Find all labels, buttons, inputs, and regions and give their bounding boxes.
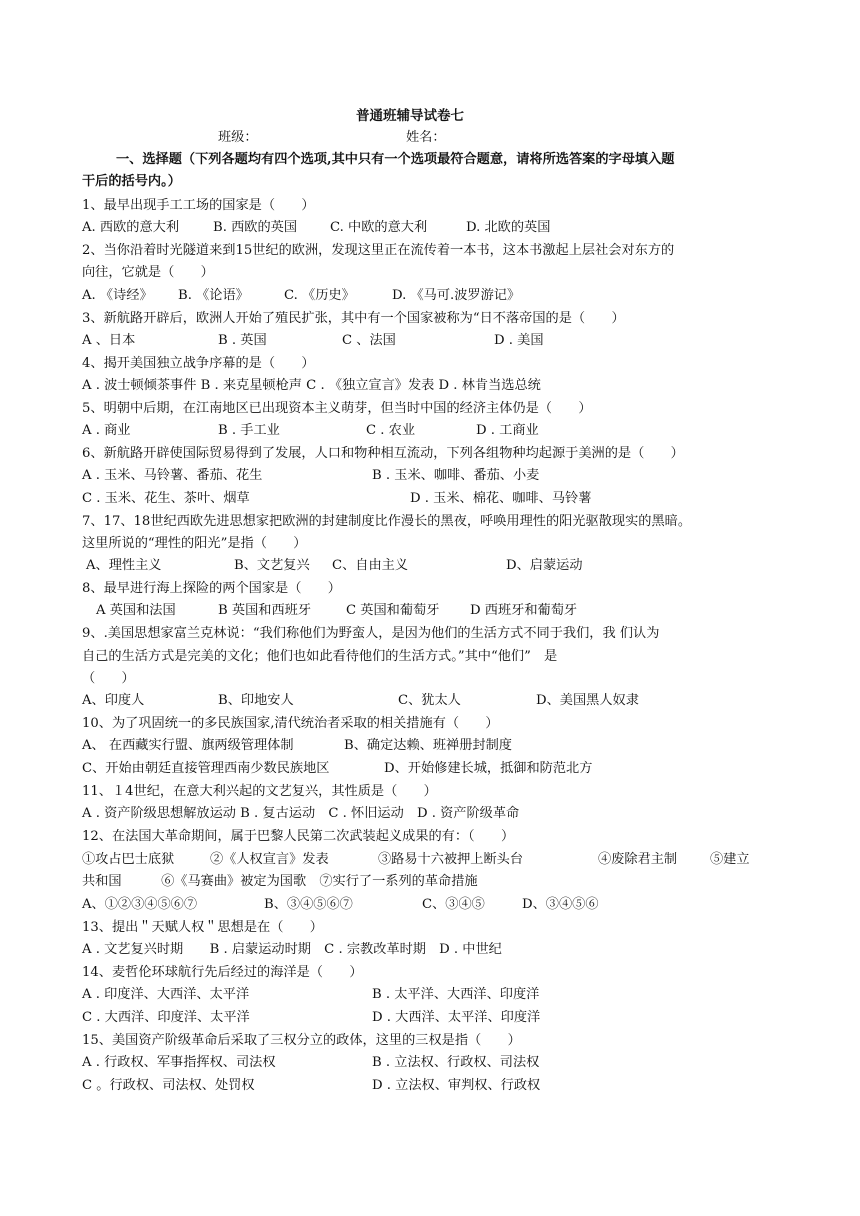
- q8-option-d: D 西班牙和葡萄牙: [470, 603, 578, 618]
- q5-option-d: D . 工商业: [476, 423, 539, 438]
- class-label: 班级：: [218, 130, 258, 145]
- q1-option-b: B. 西欧的英国: [213, 220, 298, 235]
- question-13: 13、提出＂天赋人权＂思想是在（ ）: [82, 920, 323, 935]
- q9-option-a: A、印度人: [82, 693, 145, 708]
- question-6: 6、新航路开辟使国际贸易得到了发展，人口和物种相互流动，下列各组物种均起源于美洲的是（ ）: [82, 446, 684, 461]
- q10-option-d: D、开始修建长城，抵御和防范北方: [384, 761, 593, 776]
- question-3: 3、新航路开辟后，欧洲人开始了殖民扩张，其中有一个国家被称为“日不落帝国的是（ ）: [82, 311, 625, 326]
- q12-option-b: B、③④⑤⑥⑦: [264, 897, 353, 912]
- q12-item-4: ④废除君主制: [598, 852, 678, 867]
- section-heading-line2: 干后的括号内。）: [82, 174, 181, 189]
- question-8: 8、最早进行海上探险的两个国家是（ ）: [82, 581, 341, 596]
- q12-item-2: ②《人权宣言》发表: [210, 852, 329, 867]
- question-7-line2: 这里所说的“理性的阳光”是指（ ）: [82, 536, 307, 551]
- q14-option-a: A . 印度洋、大西洋、太平洋: [82, 987, 250, 1002]
- question-9-line1: 9、.美国思想家富兰克林说：“我们称他们为野蛮人，是因为他们的生活方式不同于我们，我 们认为: [82, 626, 660, 641]
- q3-option-c: C 、法国: [342, 333, 396, 348]
- section-heading-line1: 一、选择题（下列各题均有四个选项,其中只有一个选项最符合题意，请将所选答案的字母填入题: [116, 152, 675, 167]
- q6-option-b: B . 玉米、咖啡、番茄、小麦: [372, 468, 540, 483]
- q14-option-b: B . 太平洋、大西洋、印度洋: [372, 987, 540, 1002]
- q2-option-a: A. 《诗经》: [82, 288, 153, 303]
- q6-option-a: A . 玉米、马铃薯、番茄、花生: [82, 468, 263, 483]
- q12-items-line2: 共和国 ⑥《马赛曲》被定为国歌 ⑦实行了一系列的革命措施: [82, 874, 478, 889]
- question-12: 12、在法国大革命期间，属于巴黎人民第二次武装起义成果的有：（ ）: [82, 829, 515, 844]
- name-label: 姓名：: [406, 130, 446, 145]
- question-14: 14、麦哲伦环球航行先后经过的海洋是（ ）: [82, 965, 363, 980]
- question-9-line2: 自己的生活方式是完美的文化；他们也如此看待他们的生活方式。”其中“他们” 是: [82, 649, 558, 664]
- q10-option-b: B、确定达赖、班禅册封制度: [344, 738, 512, 753]
- q5-option-c: C . 农业: [366, 423, 416, 438]
- q14-option-d: D . 大西洋、太平洋、印度洋: [372, 1010, 541, 1025]
- q9-option-b: B、印地安人: [218, 693, 294, 708]
- q5-option-b: B . 手工业: [218, 423, 280, 438]
- q9-option-d: D、美国黑人奴隶: [536, 693, 639, 708]
- q6-option-c: C . 玉米、花生、茶叶、烟草: [82, 491, 250, 506]
- q12-item-3: ③路易十六被押上断头台: [378, 852, 524, 867]
- q10-option-a: A、 在西藏实行盟、旗两级管理体制: [82, 738, 294, 753]
- q1-option-d: D. 北欧的英国: [466, 220, 551, 235]
- q15-option-b: B . 立法权、行政权、司法权: [372, 1055, 540, 1070]
- q15-option-c: C 。行政权、司法权、处罚权: [82, 1078, 255, 1093]
- q12-option-a: A、①②③④⑤⑥⑦: [82, 897, 198, 912]
- q15-option-d: D . 立法权、审判权、行政权: [372, 1078, 541, 1093]
- q13-options: A . 文艺复兴时期 B . 启蒙运动时期 C . 宗教改革时期 D . 中世纪: [82, 942, 502, 957]
- question-4: 4、揭开美国独立战争序幕的是（ ）: [82, 356, 315, 371]
- q2-option-d: D. 《马可.波罗游记》: [392, 288, 521, 303]
- question-11: 11、１4世纪，在意大利兴起的文艺复兴，其性质是（ ）: [82, 784, 437, 799]
- q1-option-c: C. 中欧的意大利: [330, 220, 428, 235]
- question-9-line3: （ ）: [82, 671, 135, 686]
- q3-option-a: A 、日本: [82, 333, 136, 348]
- question-10: 10、为了巩固统一的多民族国家,清代统治者采取的相关措施有（ ）: [82, 716, 499, 731]
- q4-options: A . 波士顿倾茶事件 B . 来克星顿枪声 C . 《独立宣言》发表 D . 林肯当选总统: [82, 378, 541, 393]
- q9-option-c: C、犹太人: [398, 693, 461, 708]
- q7-option-a: A、理性主义: [86, 558, 162, 573]
- question-1: 1、最早出现手工工场的国家是（ ）: [82, 198, 315, 213]
- q15-option-a: A . 行政权、军事指挥权、司法权: [82, 1055, 276, 1070]
- q7-option-d: D、启蒙运动: [506, 558, 583, 573]
- q8-option-b: B 英国和西班牙: [218, 603, 312, 618]
- q10-option-c: C、开始由朝廷直接管理西南少数民族地区: [82, 761, 330, 776]
- q2-option-c: C. 《历史》: [284, 288, 355, 303]
- question-7-line1: 7、17、18世纪西欧先进思想家把欧洲的封建制度比作漫长的黑夜，呼唤用理性的阳光驱散现实的黑暗。: [82, 514, 692, 529]
- q8-option-a: A 英国和法国: [96, 603, 176, 618]
- q12-item-1: ①攻占巴士底狱: [82, 852, 175, 867]
- question-5: 5、明朝中后期，在江南地区已出现资本主义萌芽，但当时中国的经济主体仍是（ ）: [82, 401, 592, 416]
- q11-options: A . 资产阶级思想解放运动 B . 复古运动 C . 怀旧运动 D . 资产阶级革命: [82, 806, 520, 821]
- q3-option-b: B . 英国: [218, 333, 267, 348]
- q7-option-c: C、自由主义: [332, 558, 409, 573]
- q12-option-d: D、③④⑤⑥: [522, 897, 599, 912]
- q5-option-a: A . 商业: [82, 423, 131, 438]
- q8-option-c: C 英国和葡萄牙: [346, 603, 440, 618]
- q12-option-c: C、③④⑤: [422, 897, 485, 912]
- question-2-line2: 向往，它就是（ ）: [82, 265, 214, 280]
- page-title: 普通班辅导试卷七: [356, 108, 464, 124]
- question-15: 15、美国资产阶级革命后采取了三权分立的政体，这里的三权是指（ ）: [82, 1033, 521, 1048]
- q3-option-d: D . 美国: [494, 333, 544, 348]
- q7-option-b: B、文艺复兴: [234, 558, 310, 573]
- q2-option-b: B. 《论语》: [178, 288, 249, 303]
- question-2-line1: 2、当你沿着时光隧道来到15世纪的欧洲，发现这里正在流传着一本书，这本书激起上层社会对东方的: [82, 243, 675, 258]
- q1-option-a: A. 西欧的意大利: [82, 220, 180, 235]
- q12-item-5: ⑤建立: [710, 852, 750, 867]
- q6-option-d: D . 玉米、棉花、咖啡、马铃薯: [410, 491, 592, 506]
- q14-option-c: C . 大西洋、印度洋、太平洋: [82, 1010, 250, 1025]
